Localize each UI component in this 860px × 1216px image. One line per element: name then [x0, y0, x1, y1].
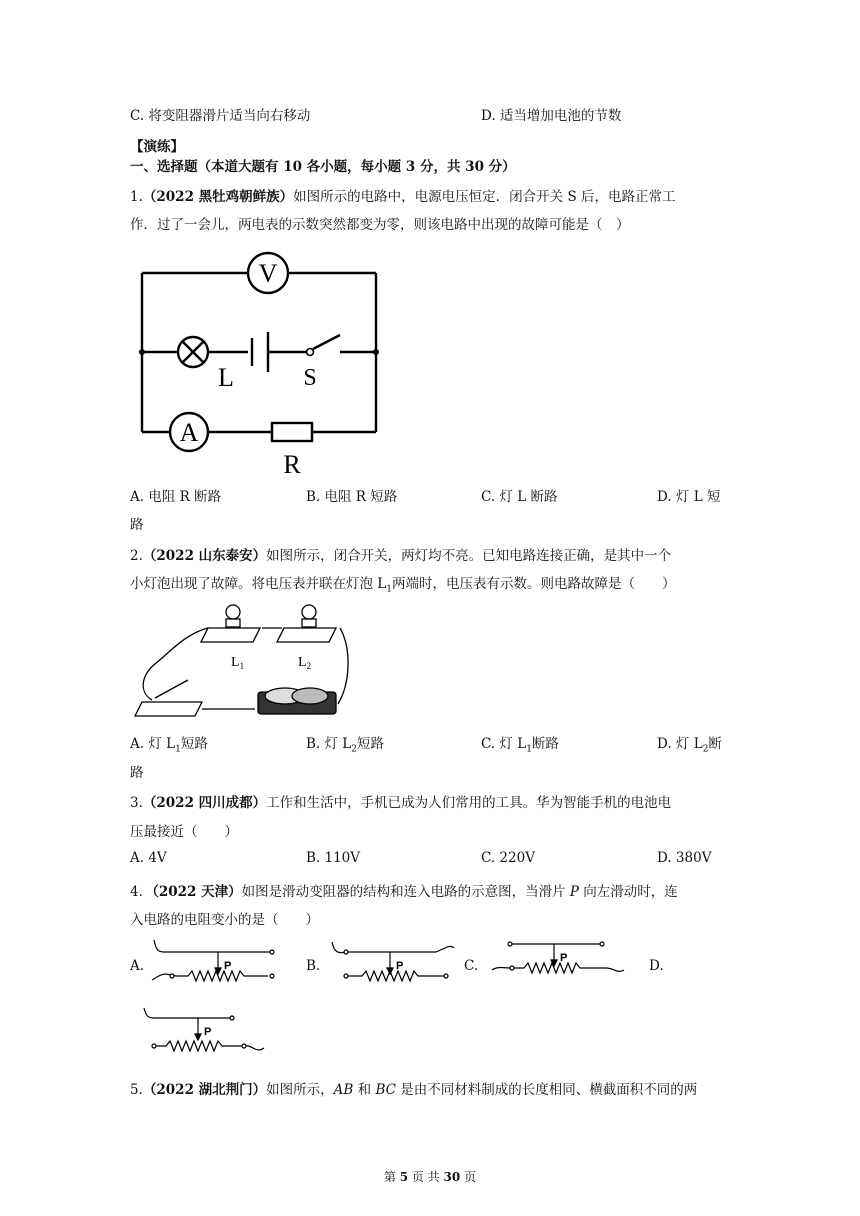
- lamp-label: L: [218, 363, 234, 392]
- q3-option-b: B. 110V: [306, 850, 361, 866]
- q1-option-a: A. 电阻 R 断路: [130, 489, 222, 505]
- question-number: 1.: [130, 189, 143, 205]
- question-4-line-1: [130, 880, 678, 900]
- question-source: （2022 山东泰安）: [142, 548, 267, 564]
- question-source: （2022 四川成都）: [142, 795, 267, 811]
- question-number: 3.: [130, 795, 143, 811]
- rheostat-diagram-d: [140, 1004, 280, 1062]
- q2-option-d-wrap: 路: [130, 765, 144, 781]
- q2-option-d: D. 灯 $L_2$断: [657, 736, 722, 755]
- slider-label: P: [204, 1026, 212, 1038]
- question-source: （2022 天津）: [152, 884, 242, 900]
- ammeter-label: A: [179, 418, 199, 447]
- q2-option-b: B. 灯 $L_2$短路: [306, 736, 384, 755]
- question-text: 工作和生活中，手机已成为人们常用的工具。华为智能手机的电池电: [266, 795, 672, 811]
- question-1-line-2: 作．过了一会儿，两电表的示数突然都变为零，则该电路中出现的故障可能是（ ）: [130, 217, 630, 233]
- question-text: 两端时，电压表有示数。则电路故障是（ ）: [392, 576, 676, 592]
- question-text: 和: [353, 1082, 376, 1098]
- question-4-line-2: 入电路的电阻变小的是（ ）: [130, 912, 319, 928]
- circuit-diagram-2: [130, 604, 350, 719]
- circuit-diagram-1: [130, 240, 390, 480]
- question-text: 向左滑动时，连: [579, 884, 678, 900]
- question-number: 2.: [130, 548, 143, 564]
- question-3-line-1: [130, 791, 671, 811]
- page-number: 5: [399, 1170, 409, 1184]
- q4-option-b: B.: [306, 958, 321, 974]
- rheostat-diagram-c: [490, 938, 630, 996]
- q1-option-d: D. 灯 L 短: [657, 489, 721, 505]
- q2-option-c: C. 灯 $L_1$断路: [481, 736, 559, 755]
- q2-option-a: A. 灯 $L_1$短路: [130, 736, 208, 755]
- question-source: （2022 湖北荆门）: [142, 1082, 267, 1098]
- q1-option-d-wrap: 路: [130, 517, 144, 533]
- q4-option-c: C.: [464, 958, 479, 974]
- slider-label: P: [560, 952, 568, 964]
- resistor-label: R: [283, 450, 301, 479]
- question-number: 5.: [130, 1082, 143, 1098]
- question-text: 如图是滑动变阻器的结构和连入电路的示意图，当滑片: [241, 884, 570, 900]
- question-2-line-2: [130, 572, 676, 595]
- l2-label: $L_2$: [298, 655, 312, 671]
- q4-option-d: D.: [649, 958, 664, 974]
- question-text: 如图所示，: [266, 1082, 334, 1098]
- option-c: C. 将变阻器滑片适当向右移动: [130, 108, 311, 124]
- option-d: D. 适当增加电池的节数: [481, 108, 622, 124]
- question-text: 小灯泡出现了故障。将电压表并联在灯泡 L: [130, 576, 387, 592]
- q1-option-c: C. 灯 L 断路: [481, 489, 558, 505]
- slider-symbol: P: [569, 884, 580, 900]
- practice-heading: 【演练】: [130, 139, 184, 155]
- section-heading: 一、选择题（本道大题有 10 各小题，每小题 3 分，共 30 分）: [130, 159, 516, 175]
- q3-option-a: A. 4V: [130, 850, 167, 866]
- question-number: 4．: [130, 884, 153, 900]
- q3-option-d: D. 380V: [657, 850, 712, 866]
- rheostat-diagram-a: [148, 938, 288, 996]
- question-1-line-1: [130, 185, 676, 205]
- question-text: 是由不同材料制成的长度相同、横截面积不同的两: [395, 1082, 698, 1098]
- rheostat-diagram-b: [326, 938, 466, 996]
- total-pages: 30: [443, 1170, 461, 1184]
- q1-option-b: B. 电阻 R 短路: [306, 489, 398, 505]
- question-source: （2022 黑牡鸡朝鲜族）: [142, 189, 294, 205]
- question-3-line-2: 压最接近（ ）: [130, 824, 238, 840]
- slider-label: P: [224, 960, 232, 972]
- page-footer: 第 5 页 共 30 页: [383, 1170, 477, 1184]
- question-text: 如图所示，闭合开关，两灯均不亮。已知电路连接正确，是其中一个: [266, 548, 672, 564]
- switch-label: S: [303, 365, 317, 391]
- q3-option-c: C. 220V: [481, 850, 535, 866]
- l1-label: $L_1$: [231, 655, 245, 671]
- q4-option-a: A.: [130, 958, 145, 974]
- segment-bc: BC: [375, 1082, 396, 1098]
- segment-ab: AB: [333, 1082, 354, 1098]
- voltmeter-label: V: [258, 259, 278, 288]
- question-2-line-1: [130, 544, 671, 564]
- slider-label: P: [396, 960, 404, 972]
- question-5-line-1: [130, 1078, 697, 1098]
- question-text: 如图所示的电路中，电源电压恒定．闭合开关 S 后，电路正常工: [293, 189, 676, 205]
- subscript: 1: [386, 584, 392, 595]
